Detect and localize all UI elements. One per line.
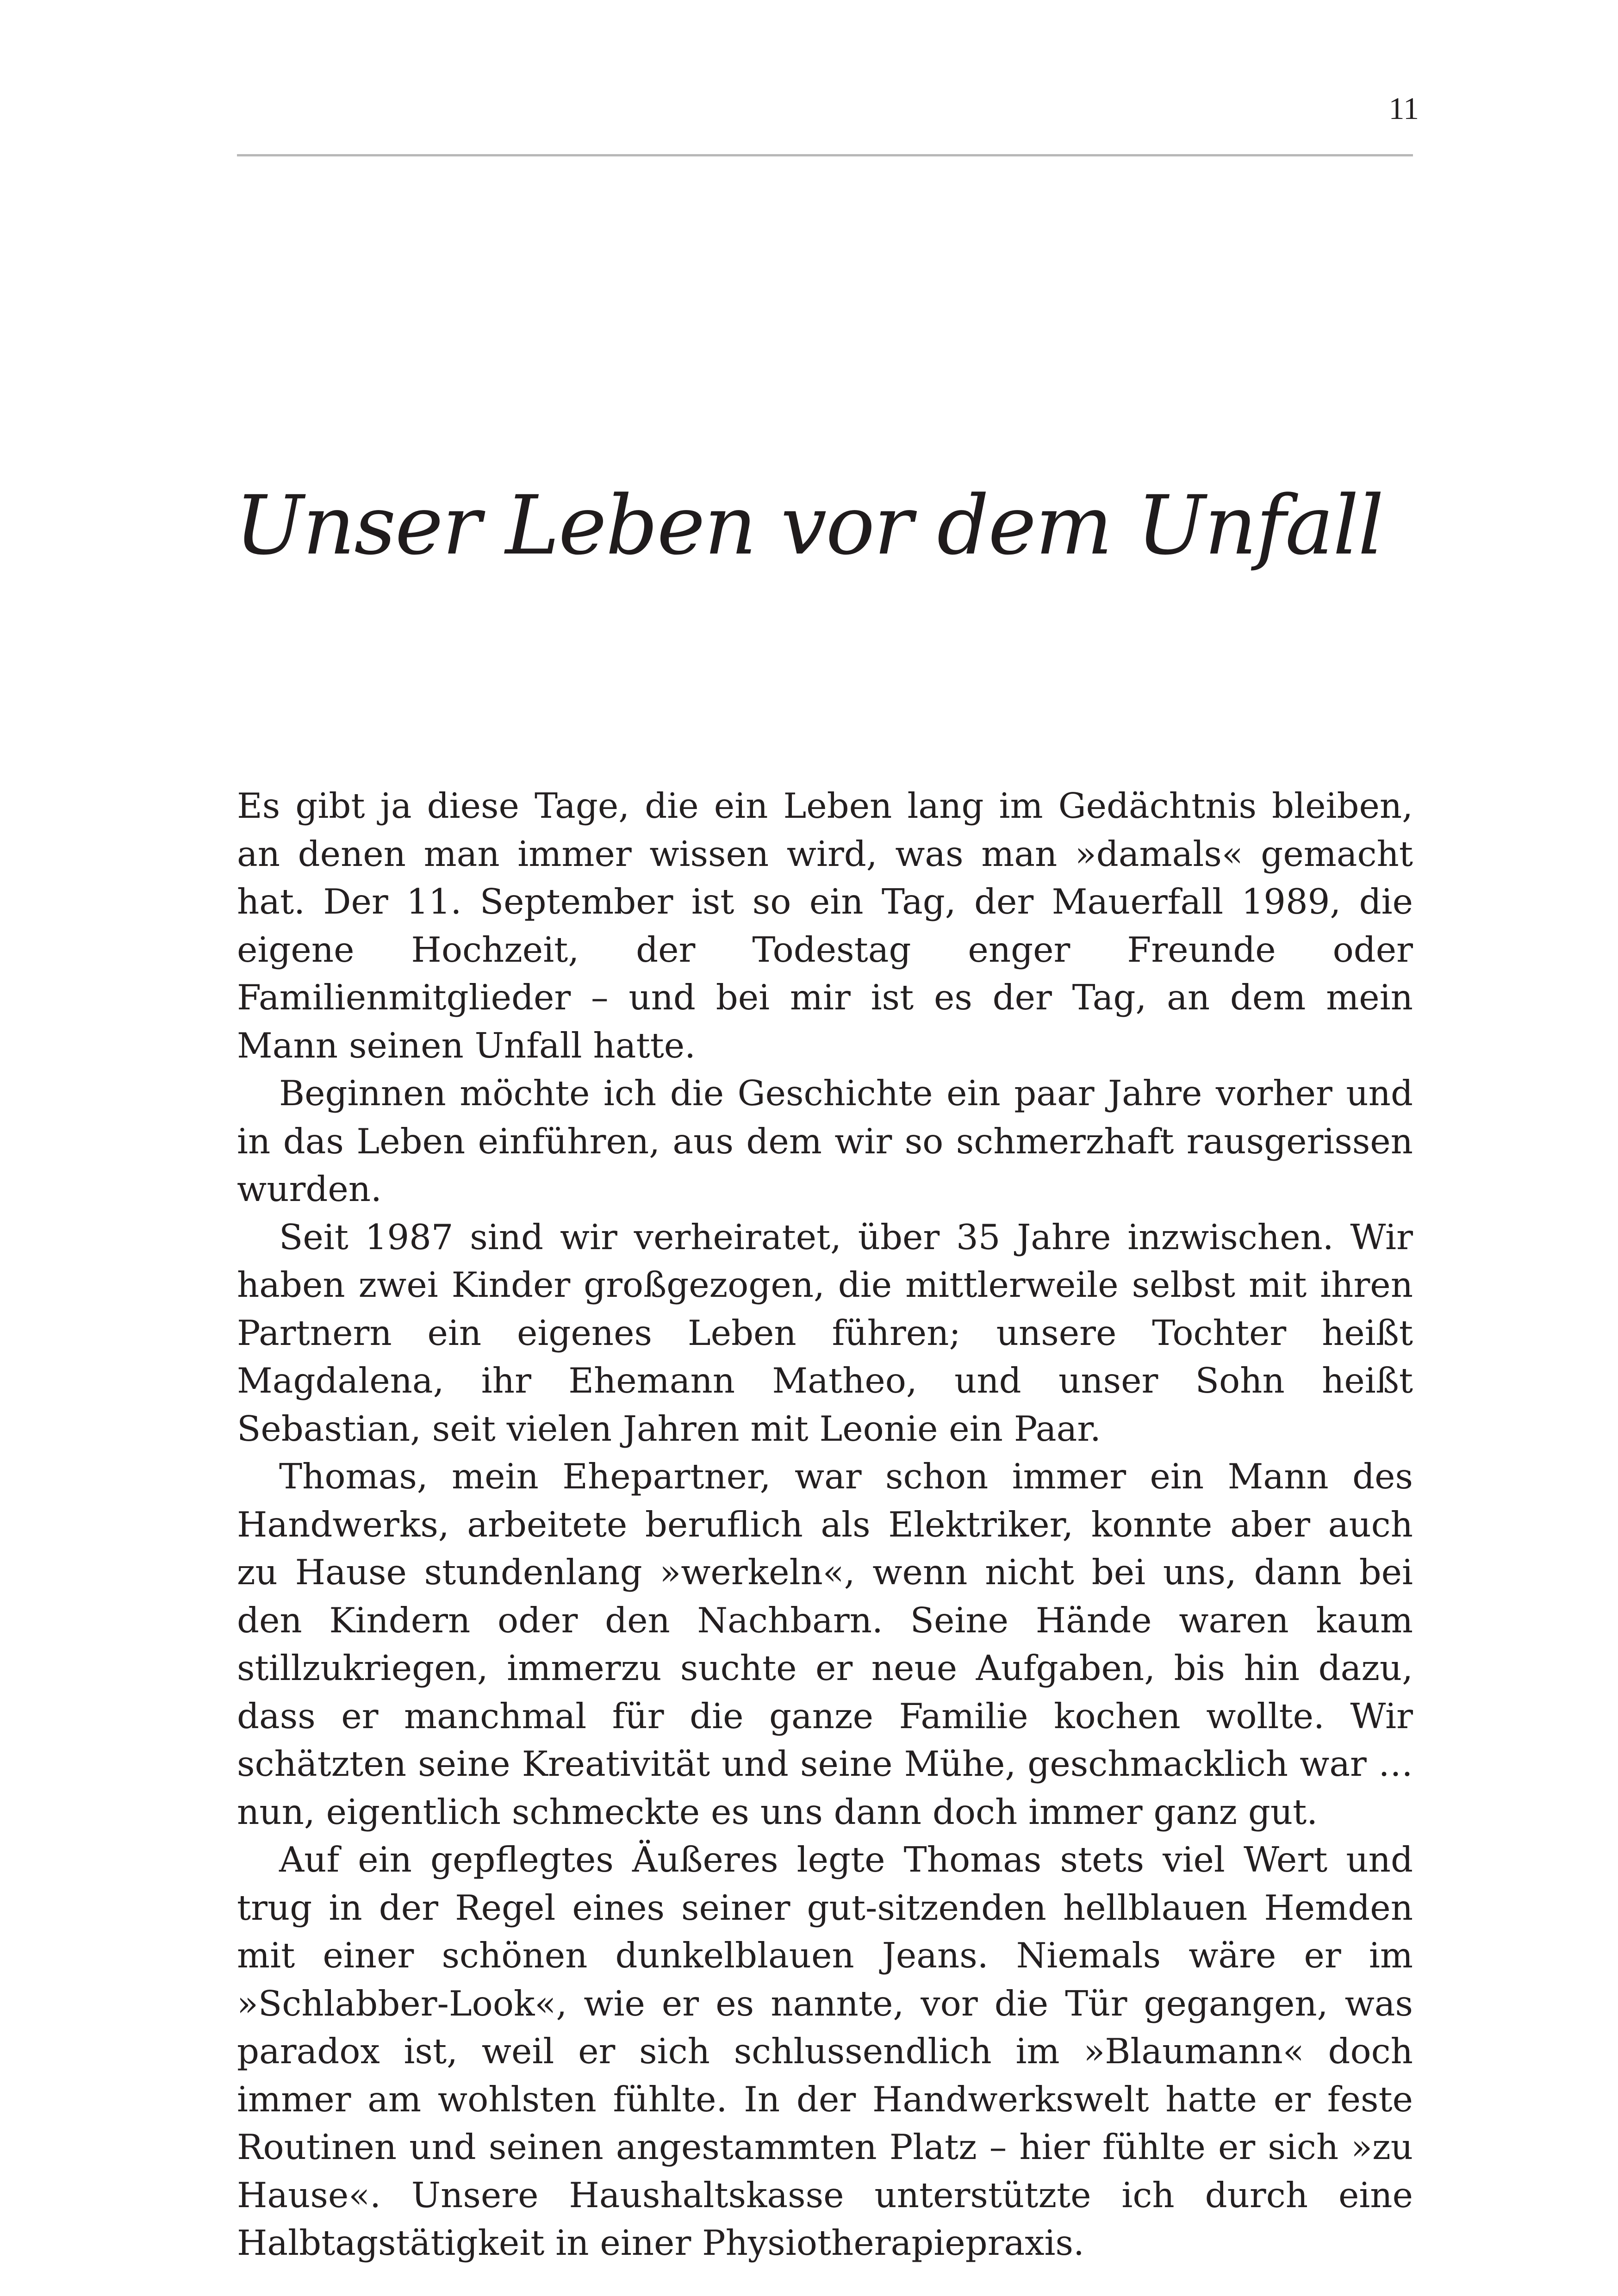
paragraph: Beginnen möchte ich die Geschichte ein paar Jahre vorher und in das Leben einführen, aus dem wir so schmerzhaft rausgerissen wurden. [237,1073,1413,1209]
chapter-title: Unser Leben vor dem Unfall [235,478,1383,573]
page-number: 11 [1388,91,1419,126]
paragraph: Es gibt ja diese Tage, die ein Leben lang im Gedächtnis bleiben, an denen man immer wissen wird, was man »damals« gemacht hat. Der 11. September ist so ein Tag, der Mauerfall 1989, die eigene Hochzeit, der Todestag enger Freunde oder Familienmitglieder – und bei mir ist es der Tag, an dem mein Mann seinen Unfall hatte. [237,785,1413,1066]
header-divider [237,154,1413,156]
chapter-body [237,782,1413,2267]
paragraph: Auf ein gepflegtes Äußeres legte Thomas stets viel Wert und trug in der Regel eines seiner gut-sitzenden hellblauen Hemden mit einer schönen dunkelblauen Jeans. Niemals wäre er im »Schlabber-Look«, wie er es nannte, vor die Tür gegangen, was paradox ist, weil er sich schlussendlich im »Blaumann« doch immer am wohlsten fühlte. In der Handwerkswelt hatte er feste Routinen und seinen angestammten Platz – hier fühlte er sich »zu Hause«. Unsere Haushaltskasse unterstützte ich durch eine Halbtagstätigkeit in einer Physiotherapiepraxis. [237,1839,1413,2263]
paragraph: Thomas, mein Ehepartner, war schon immer ein Mann des Handwerks, arbeitete beruflich als Elektriker, konnte aber auch zu Hause stundenlang »werkeln«, wenn nicht bei uns, dann bei den Kindern oder den Nachbarn. Seine Hände waren kaum stillzukriegen, immerzu suchte er neue Aufgaben, bis hin dazu, dass er manchmal für die ganze Familie kochen wollte. Wir schätzten seine Kreativität und seine Mühe, geschmacklich war … nun, eigentlich schmeckte es uns dann doch immer ganz gut. [237,1456,1413,1832]
paragraph: Seit 1987 sind wir verheiratet, über 35 Jahre inzwischen. Wir haben zwei Kinder großgezogen, die mittlerweile selbst mit ihren Partnern ein eigenes Leben führen; unsere Tochter heißt Magdalena, ihr Ehemann Matheo, und unser Sohn heißt Sebastian, seit vielen Jahren mit Leonie ein Paar. [237,1216,1413,1449]
